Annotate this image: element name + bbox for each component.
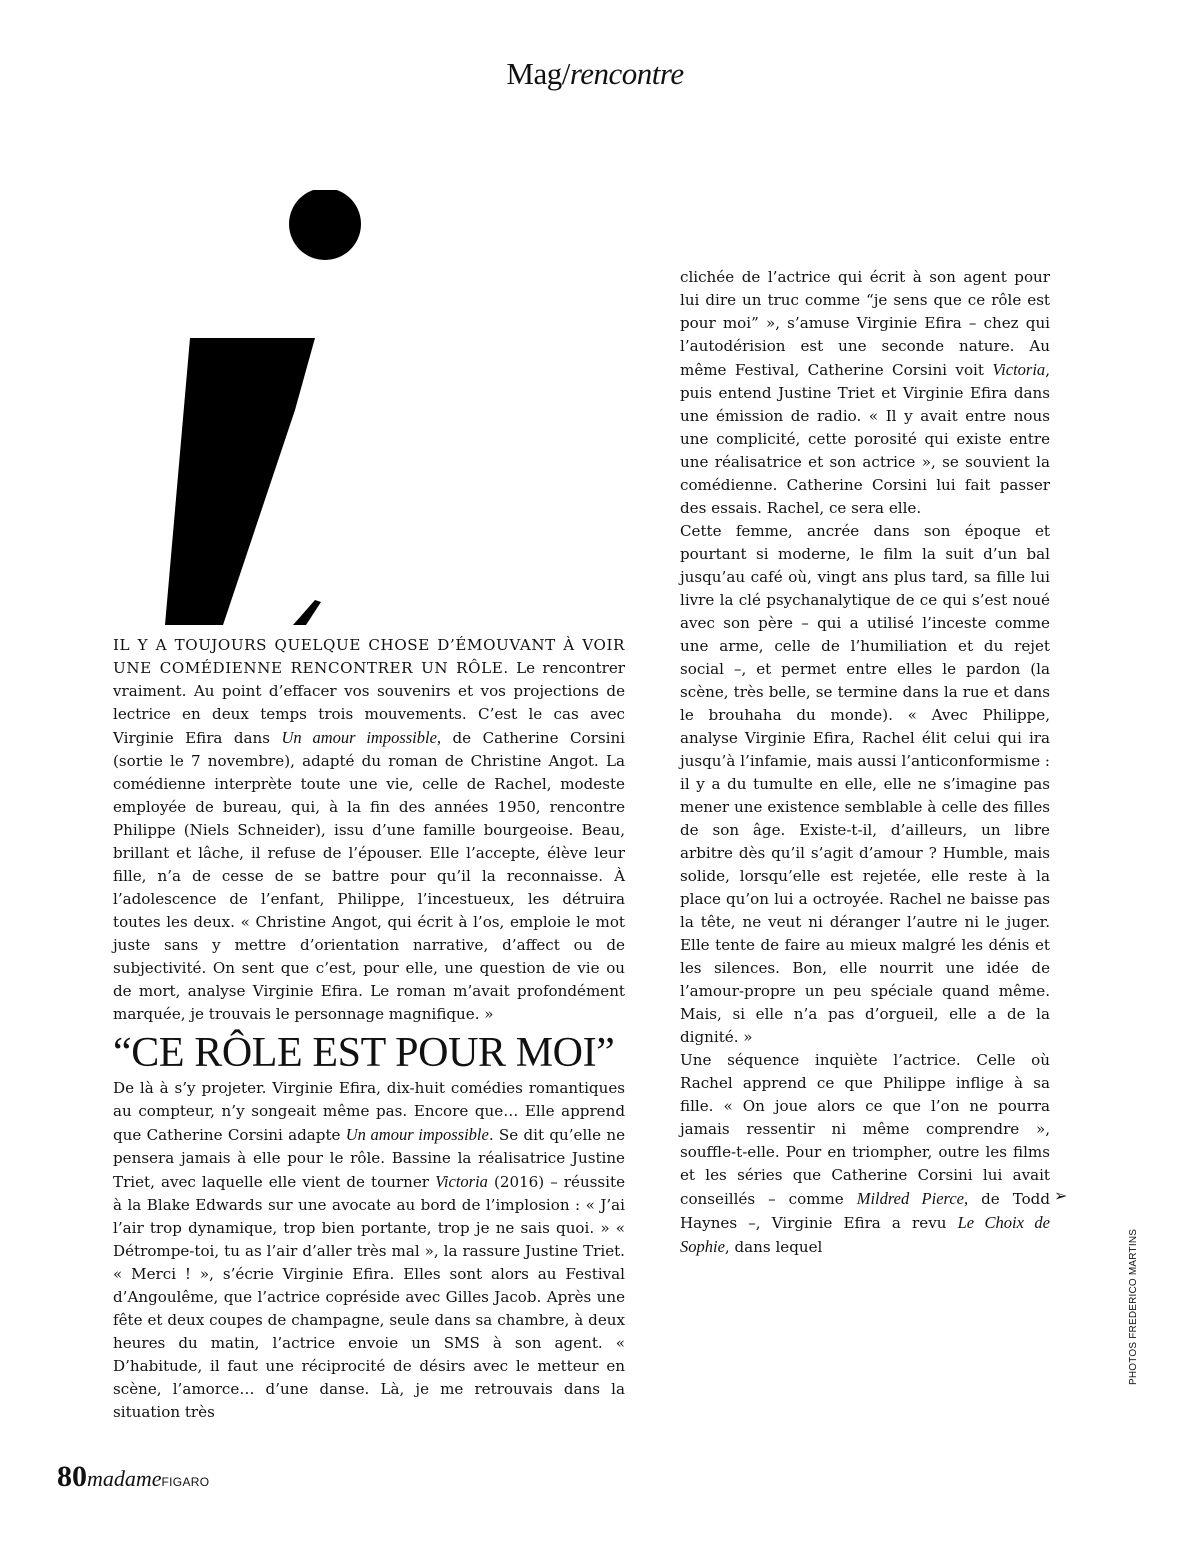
section-header <box>0 56 1190 92</box>
intro-text-a: Le rencontrer vraiment. Au point d’effacer vos souvenirs et vos projections de lectrice en deux temps trois mouvements. C’est le cas avec Virginie Efira dans <box>113 659 625 747</box>
right-paragraph-1 <box>680 266 1050 520</box>
right-paragraph-2: Cette femme, ancrée dans son époque et pourtant si moderne, le film la suit d’un bal jusqu’au café où, vingt ans plus tard, sa fille lui livre la clé psychanalytique de ce qui s’est noué avec son père – qui a utilisé l’inceste comme une arme, celle de l’humiliation et du rejet social –, et permet entre elles le pardon (la scène, très belle, se termine dans la rue et dans le brouhaha du monde). « Avec Philippe, analyse Virginie Efira, Rachel élit celui qui ira jusqu’à l’infamie, mais aussi l’anticonformisme : il y a du tumulte en elle, elle ne s’imagine pas mener une existence semblable à celle des filles de son âge. Existe-t-il, d’ailleurs, un libre arbitre dès qu’il s’agit d’amour ? Humble, mais solide, lorsqu’elle est rejetée, elle reste à la place qu’on lui a octroyée. Rachel ne baisse pas la tête, ne veut ni déranger l’autre ni le juger. Elle tente de faire au mieux malgré les dénis et les silences. Bon, elle nourrit une idée de l’amour-propre un peu spéciale quand même. Mais, si elle n’a pas d’orgueil, elle a de la dignité. » <box>680 522 1050 1046</box>
dropcap-dot <box>289 190 361 260</box>
right-p1-text-b: , puis entend Justine Triet et Virginie Efira dans une émission de radio. « Il y avait entre nous une complicité, cette porosité qui existe entre une réalisatrice et son actrice », se souvient la comédienne. Catherine Corsini lui fait passer des essais. Rachel, ce sera elle. <box>680 361 1050 517</box>
subheading: “CE RÔLE EST POUR MOI” <box>113 1030 615 1076</box>
intro-text-b: de Catherine Corsini (sortie le 7 novembre), adapté du roman de Christine Angot. La comédienne interprète toute une vie, celle de Rachel, modeste employée de bureau, qui, à la fin des années 1950, rencontre Philippe (Niels Schneider), issu d’une famille bourgeoise. Beau, brillant et lâche, il refuse de l’épouser. Elle l’accepte, élève leur fille, n’a de cesse de se battre pour qu’il la reconnaisse. À l’adolescence de l’enfant, Philippe, l’incestueux, les détruira toutes les deux. « Christine Angot, qui écrit à l’os, emploie le mot juste sans y mettre d’orientation narrative, d’affect ou de subjectivité. On sent que c’est, pour elle, une question de vie ou de mort, analyse Virginie Efira. Le roman m’avait profondément marquée, je trouvais le personnage magnifique. » <box>113 729 625 1023</box>
film-title-italic-2: Un amour impossible <box>345 1125 489 1144</box>
body-left-text-c: (2016) – réussite à la Blake Edwards sur une avocate au bord de l’implosion : « J’ai l’air trop dynamique, trop bien portante, trop je ne sais quoi. » « Détrompe-toi, tu as l’air d’aller très mal », la rassure Justine Triet. « Merci ! », s’écrie Virginie Efira. Elles sont alors au Festival d’Angoulême, que l’actrice copréside avec Gilles Jacob. Après une fête et deux coupes de champagne, seule dans sa chambre, à deux heures du matin, l’actrice envoie un SMS à son agent. « D’habitude, il faut une réciprocité de désirs avec le metteur en scène, l’amorce… d’une danse. Là, je me retrouvais dans la situation très <box>113 1173 625 1421</box>
film-title-victoria: Victoria <box>435 1172 488 1191</box>
right-column <box>680 266 1050 1259</box>
dropcap-stem <box>165 338 315 625</box>
right-p3-text-b: de Todd Haynes –, Virginie Efira a revu <box>680 1190 1051 1232</box>
film-title-choix-de-sophie: Le Choix de Sophie <box>680 1213 1050 1256</box>
intro-lead-caps: IL Y A TOUJOURS QUELQUE CHOSE D’ÉMOUVANT À VOIR UNE COMÉDIENNE RENCONTRER UN RÔLE. <box>113 636 625 677</box>
dropcap-letter-i <box>165 190 375 625</box>
right-paragraph-3 <box>680 1049 1050 1259</box>
brand-caps: FIGARO <box>161 1475 210 1489</box>
right-p3-text-a: Une séquence inquiète l’actrice. Celle où Rachel apprend ce que Philippe inflige à sa fille. « On joue alors ce que l’on ne pourra jamais ressentir ni même comprendre », souffle-t-elle. Pour en triompher, outre les films et les séries que Catherine Corsini lui avait conseillés – comme <box>680 1051 1050 1208</box>
header-magazine: Mag <box>506 56 562 91</box>
right-film-title-victoria: Victoria <box>992 360 1046 379</box>
film-title-italic: Un amour impossible, <box>281 728 442 747</box>
header-section: rencontre <box>569 56 684 91</box>
body-paragraph-left <box>113 1077 625 1424</box>
body-left-text-a: De là à s’y projeter. Virginie Efira, dix-huit comédies romantiques au compteur, n’y songeait même pas. Encore que… Elle apprend que Catherine Corsini adapte <box>113 1079 625 1144</box>
body-left-text-b: . Se dit qu’elle ne pensera jamais à elle pour le rôle. Bassine la réalisatrice Justine Triet, avec laquelle elle vient de tourner <box>113 1126 626 1191</box>
page-footer <box>57 1460 209 1494</box>
continue-arrow-icon: ➢ <box>1054 1186 1068 1205</box>
left-column <box>113 634 625 1424</box>
right-p3-text-c: , dans lequel <box>724 1238 823 1256</box>
page-number: 80 <box>57 1460 87 1493</box>
intro-paragraph <box>113 634 625 1026</box>
right-p1-text-a: clichée de l’actrice qui écrit à son agent pour lui dire un truc comme “je sens que ce rôle est pour moi” », s’amuse Virginie Efira – chez qui l’autodérision est une seconde nature. Au même Festival, Catherine Corsini voit <box>680 268 1050 379</box>
brand-script: madame <box>87 1466 162 1491</box>
header-separator: / <box>561 56 570 91</box>
dropcap-tail <box>293 600 321 625</box>
film-title-mildred-pierce: Mildred Pierce, <box>856 1189 969 1208</box>
photo-credit: PHOTOS FREDERICO MARTINS <box>1128 1228 1139 1385</box>
